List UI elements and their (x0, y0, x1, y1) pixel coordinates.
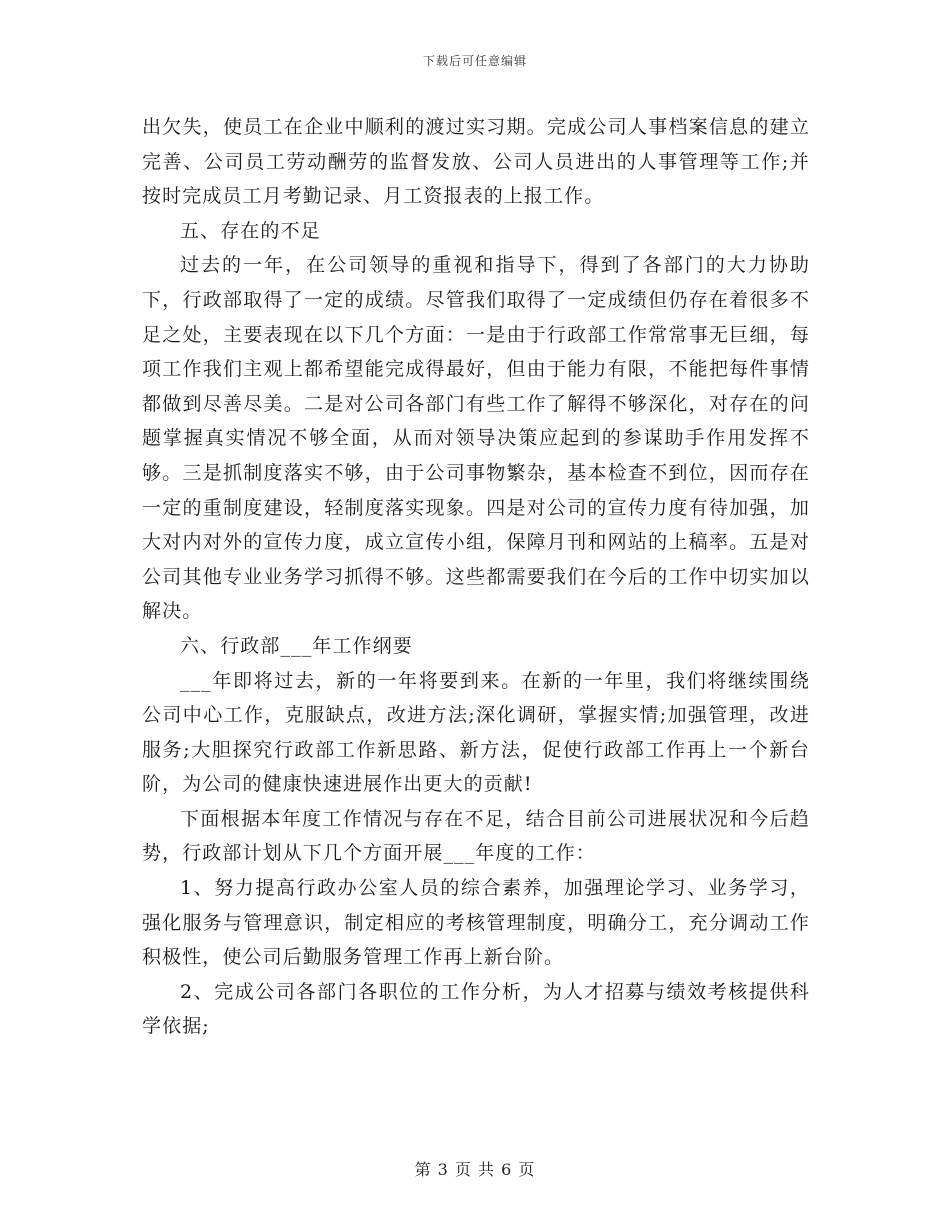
paragraph-new-year: ___年即将过去，新的一年将要到来。在新的一年里，我们将继续围绕公司中心工作，克服缺点，改进方法;深化调研，掌握实情;加强管理，改进服务;大胆探究行政部工作新思路、新方法，促使行政部工作再上一个新台阶，为公司的健康快速进展作出更大的贡献! (142, 669, 810, 796)
page-header: 下载后可任意编辑 (422, 54, 527, 68)
section-heading-shortcomings: 五、存在的不足 (180, 219, 321, 242)
section-heading-work-outline: 六、行政部___年工作纲要 (180, 634, 413, 657)
list-item-2: 2、完成公司各部门各职位的工作分析，为人才招募与绩效考核提供科学依据; (142, 980, 810, 1038)
page-number-footer: 第 3 页 共 6 页 (414, 1160, 536, 1179)
paragraph-plan-intro: 下面根据本年度工作情况与存在不足，结合目前公司进展状况和今后趋势，行政部计划从下几个方面开展___年度的工作： (142, 807, 810, 865)
paragraph-continuation: 出欠失，使员工在企业中顺利的渡过实习期。完成公司人事档案信息的建立完善、公司员工劳动酬劳的监督发放、公司人员进出的人事管理等工作;并按时完成员工月考勤记录、月工资报表的上报工作。 (142, 116, 810, 208)
document-body (142, 110, 810, 1044)
paragraph-shortcomings: 过去的一年，在公司领导的重视和指导下，得到了各部门的大力协助下，行政部取得了一定的成绩。尽管我们取得了一定成绩但仍存在着很多不足之处，主要表现在以下几个方面：一是由于行政部工作常常事无巨细，每项工作我们主观上都希望能完成得最好，但由于能力有限，不能把每件事情都做到尽善尽美。二是对公司各部门有些工作了解得不够深化，对存在的问题掌握真实情况不够全面，从而对领导决策应起到的参谋助手作用发挥不够。三是抓制度落实不够，由于公司事物繁杂，基本检查不到位，因而存在一定的重制度建设，轻制度落实现象。四是对公司的宣传力度有待加强，加大对内对外的宣传力度，成立宣传小组，保障月刊和网站的上稿率。五是对公司其他专业业务学习抓得不够。这些都需要我们在今后的工作中切实加以解决。 (142, 254, 810, 623)
list-item-1: 1、努力提高行政办公室人员的综合素养，加强理论学习、业务学习，强化服务与管理意识，制定相应的考核管理制度，明确分工，充分调动工作积极性，使公司后勤服务管理工作再上新台阶。 (142, 877, 810, 969)
